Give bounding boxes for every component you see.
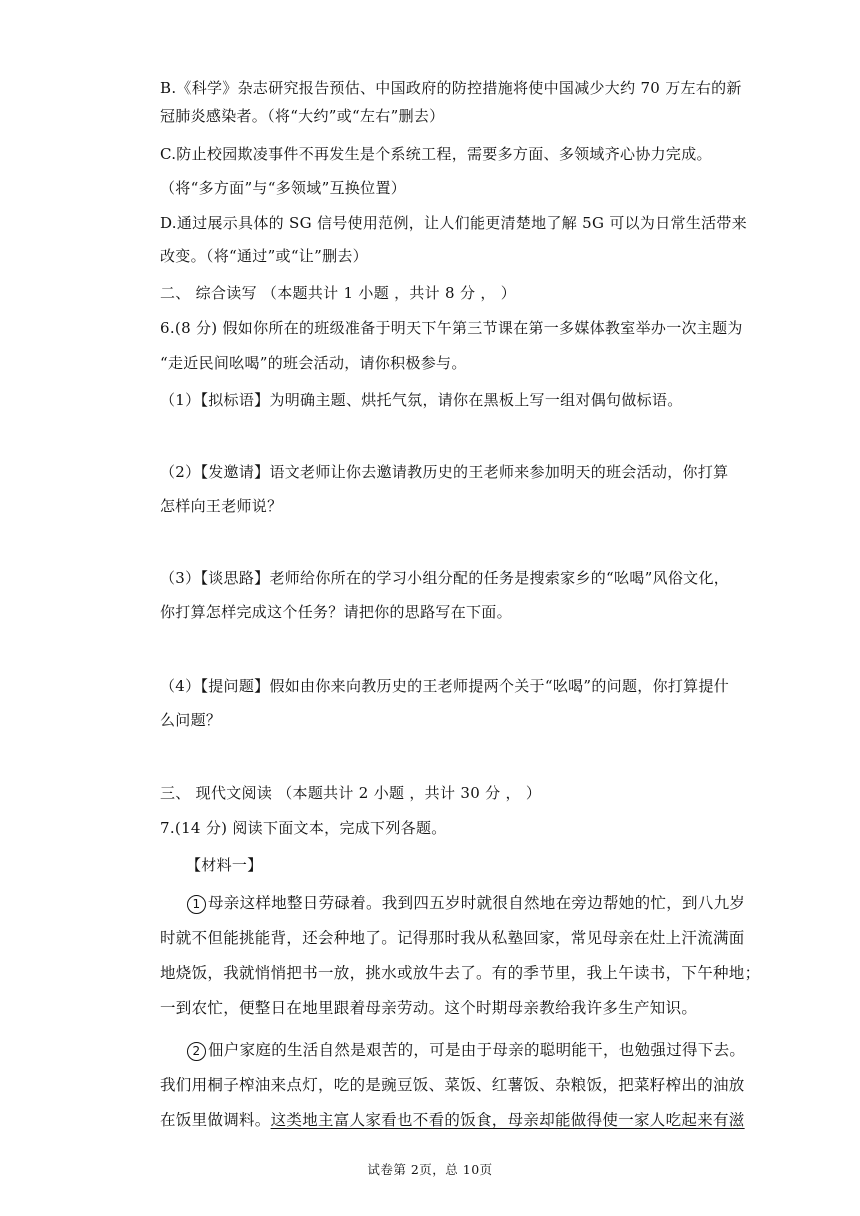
paragraph-2-line3 [160,1110,745,1130]
option-d-line1: D.通过展示具体的 SG 信号使用范例，让人们能更清楚地了解 5G 可以为日常生活带来 [160,214,748,232]
page-footer: 试卷第 2页，总 10页 [367,1162,493,1177]
question-6-part4-line2: 么问题？ [160,711,222,729]
question-6-line2: “走近民间吆喝”的班会活动，请你积极参与。 [160,354,467,372]
material-1-label: 【材料一】 [186,856,263,874]
question-6-part3-line2: 你打算怎样完成这个任务？请把你的思路写在下面。 [160,603,512,621]
paragraph-2-text: 佃户家庭的生活自然是艰苦的，可是由于母亲的聪明能干，也勉强过得下去。 [208,1041,746,1059]
option-b-line2: 冠肺炎感染者。（将“大约”或“左右”删去） [160,107,445,125]
question-6-part1: （1）【拟标语】为明确主题、烘托气氛，请你在黑板上写一组对偶句做标语。 [160,391,683,409]
paragraph-1-line2: 时就不但能挑能背，还会种地了。记得那时我从私塾回家，常见母亲在灶上汗流满面 [160,929,745,947]
section-3-heading: 三、 现代文阅读 （本题共计 2 小题 ，共计 30 分 ， ） [160,784,542,802]
question-7-line: 7.(14 分) 阅读下面文本，完成下列各题。 [160,819,447,837]
question-6-line1: 6.(8 分) 假如你所在的班级准备于明天下午第三节课在第一多媒体教室举办一次主题为 [160,319,743,337]
paragraph-2-plain-text: 在饭里做调料。 [160,1111,271,1129]
option-b-line1: B.《科学》杂志研究报告预估、中国政府的防控措施将使中国减少大约 70 万左右的新 [160,79,742,97]
section-2-heading: 二、 综合读写 （本题共计 1 小题 ，共计 8 分 ， ） [160,284,517,302]
question-6-part2-line2: 怎样向王老师说？ [160,497,283,515]
paragraph-2-underlined-text: 这类地主富人家看也不看的饭食，母亲却能做得使一家人吃起来有滋 [270,1111,745,1129]
option-d-line2: 改变。（将“通过”或“让”删去） [160,247,368,265]
paragraph-1-line3: 地烧饭，我就悄悄把书一放，挑水或放牛去了。有的季节里，我上午读书，下午种地； [160,964,761,982]
paragraph-2-line2: 我们用桐子榨油来点灯，吃的是豌豆饭、菜饭、红薯饭、杂粮饭，把菜籽榨出的油放 [160,1076,745,1094]
paragraph-2-number: 2 [187,1042,206,1061]
question-6-part3-line1: （3）【谈思路】老师给你所在的学习小组分配的任务是搜索家乡的“吆喝”风俗文化， [160,569,730,587]
paragraph-1-number: 1 [187,895,206,914]
question-6-part2-line1: （2）【发邀请】语文老师让你去邀请教历史的王老师来参加明天的班会活动，你打算 [160,463,729,481]
paragraph-2-line1 [187,1040,745,1061]
option-c-line1: C.防止校园欺凌事件不再发生是个系统工程，需要多方面、多领域齐心协力完成。 [160,145,712,163]
paragraph-1-line4: 一到农忙，便整日在地里跟着母亲劳动。这个时期母亲教给我许多生产知识。 [160,999,698,1017]
paragraph-1-line1 [187,893,745,914]
option-c-line2: （将“多方面”与“多领域”互换位置） [160,179,407,197]
question-6-part4-line1: （4）【提问题】假如由你来向教历史的王老师提两个关于“吆喝”的问题，你打算提什 [160,677,730,695]
paragraph-1-text: 母亲这样地整日劳碌着。我到四五岁时就很自然地在旁边帮她的忙，到八九岁 [208,894,746,912]
